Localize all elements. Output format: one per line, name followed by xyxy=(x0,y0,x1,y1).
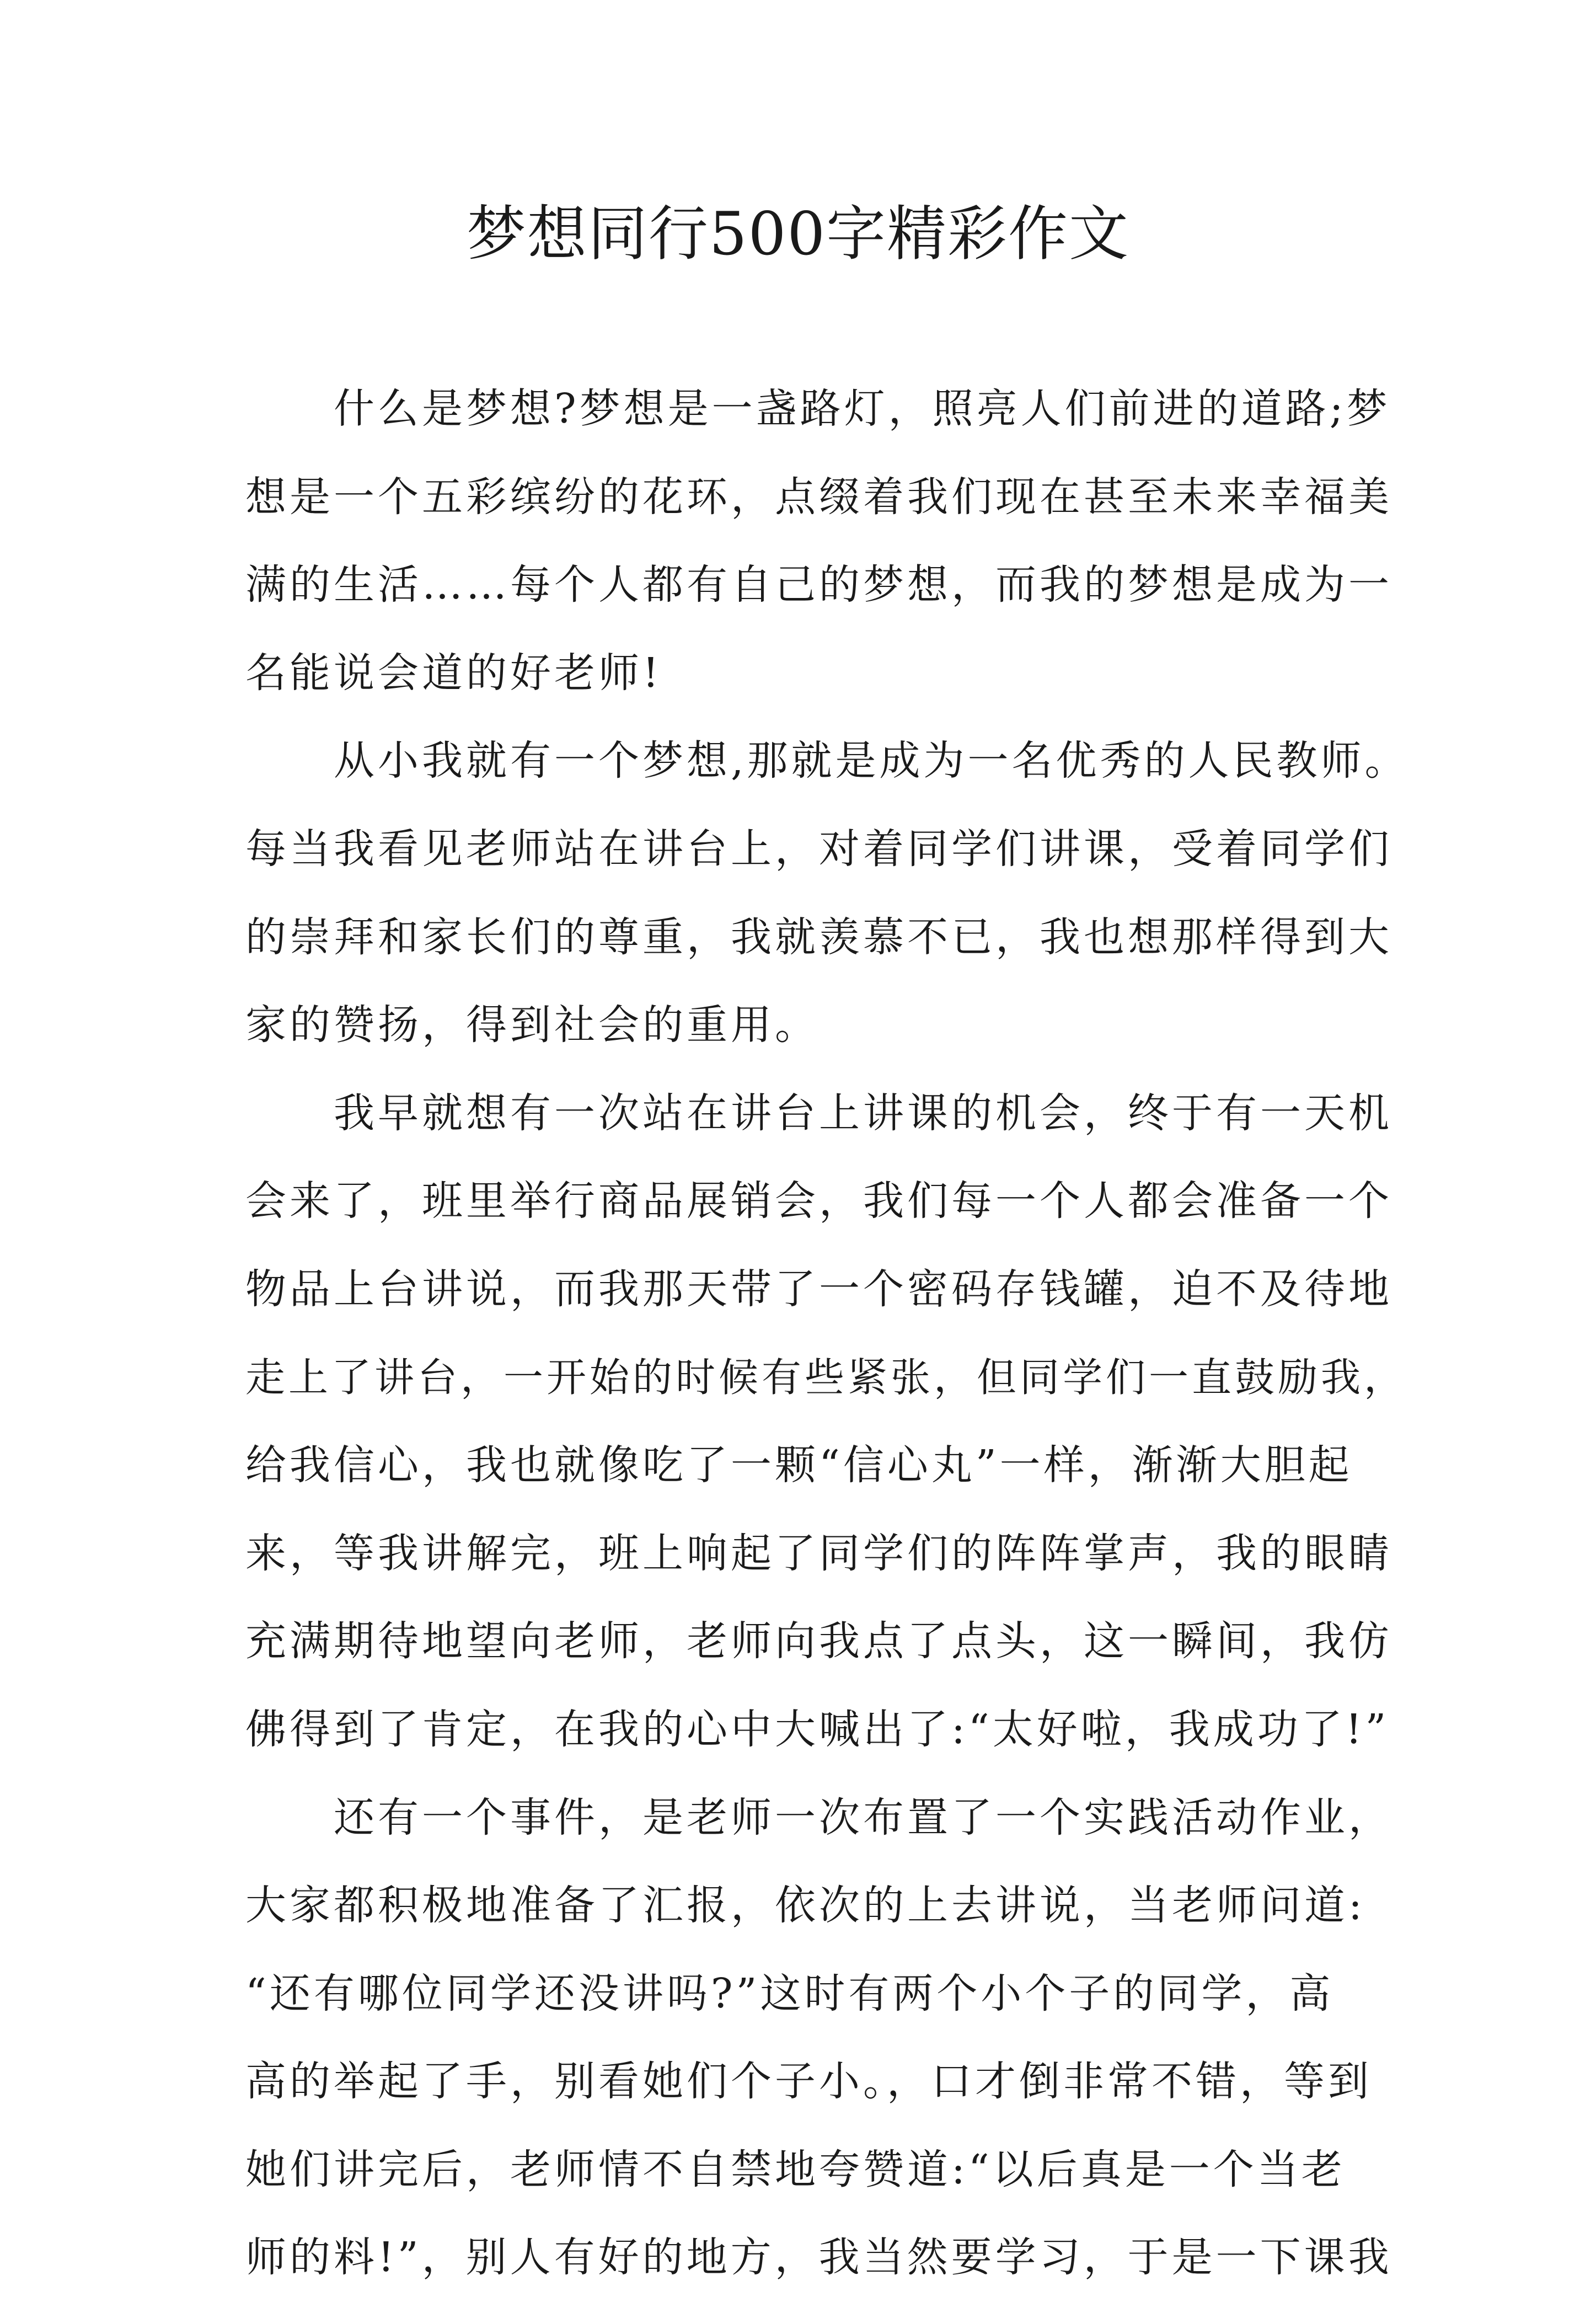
text-line: “还有哪位同学还没讲吗?”这时有两个小个子的同学，高 xyxy=(245,1969,1334,2017)
text-line: 走上了讲台，一开始的时候有些紧张，但同学们一直鼓励我， xyxy=(245,1354,1407,1401)
text-line: 什么是梦想?梦想是一盏路灯，照亮人们前进的道路;梦 xyxy=(334,385,1391,432)
text-line: 会来了，班里举行商品展销会，我们每一个人都会准备一个 xyxy=(245,1177,1393,1225)
text-line: 还有一个事件，是老师一次布置了一个实践活动作业， xyxy=(334,1793,1393,1841)
text-line: 师的料!”，别人有好的地方，我当然要学习，于是一下课我 xyxy=(245,2234,1393,2282)
document-title: 梦想同行500字精彩作文 xyxy=(466,200,1130,269)
text-line: 佛得到了肯定，在我的心中大喊出了:“太好啦，我成功了!” xyxy=(245,1705,1390,1753)
text-line: 的崇拜和家长们的尊重，我就羡慕不已，我也想那样得到大 xyxy=(245,913,1393,961)
essay-body xyxy=(245,365,1415,2302)
text-line: 她们讲完后，老师情不自禁地夸赞道:“以后真是一个当老 xyxy=(245,2145,1346,2193)
text-line: 名能说会道的好老师! xyxy=(245,649,662,697)
text-line: 满的生活……每个人都有自己的梦想，而我的梦想是成为一 xyxy=(245,561,1393,609)
text-line: 每当我看见老师站在讲台上，对着同学们讲课，受着同学们 xyxy=(245,825,1393,873)
text-line: 物品上台讲说，而我那天带了一个密码存钱罐，迫不及待地 xyxy=(245,1265,1393,1313)
text-line: 大家都积极地准备了汇报，依次的上去讲说，当老师问道: xyxy=(245,1882,1365,1930)
text-line: 想是一个五彩缤纷的花环，点缀着我们现在甚至未来幸福美 xyxy=(245,473,1393,521)
text-line: 给我信心，我也就像吃了一颗“信心丸”一样，渐渐大胆起 xyxy=(245,1441,1353,1489)
text-line: 我早就想有一次站在讲台上讲课的机会，终于有一天机 xyxy=(334,1089,1393,1137)
text-line: 家的赞扬，得到社会的重用。 xyxy=(245,1001,819,1049)
text-line: 从小我就有一个梦想,那就是成为一名优秀的人民教师。 xyxy=(334,737,1409,785)
text-line: 充满期待地望向老师，老师向我点了点头，这一瞬间，我仿 xyxy=(245,1617,1393,1665)
text-line: 高的举起了手，别看她们个子小。，口才倒非常不错，等到 xyxy=(245,2058,1372,2106)
text-line: 来，等我讲解完，班上响起了同学们的阵阵掌声，我的眼睛 xyxy=(245,1529,1393,1577)
